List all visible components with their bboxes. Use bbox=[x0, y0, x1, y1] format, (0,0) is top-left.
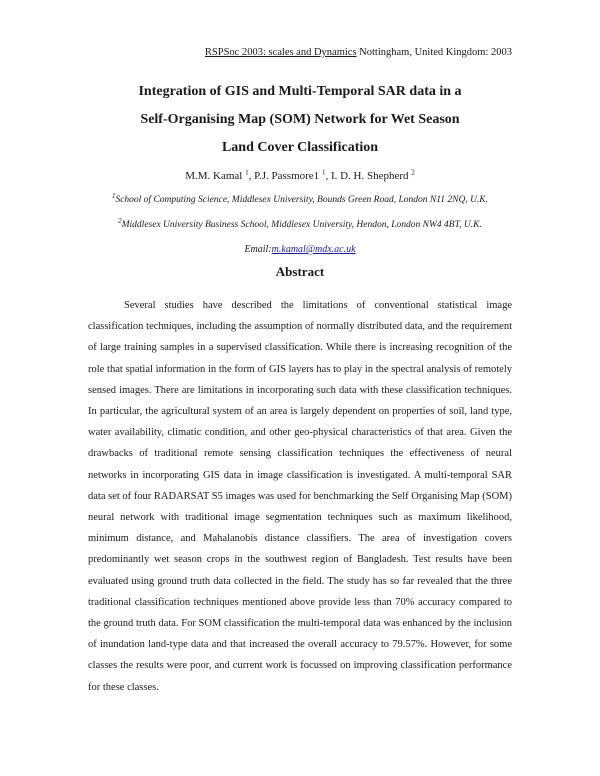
contact-email bbox=[0, 244, 600, 255]
abstract-heading: Abstract bbox=[275, 264, 325, 279]
email-link[interactable]: m.kamal@mdx.ac.uk bbox=[271, 244, 356, 255]
author-list bbox=[0, 170, 600, 182]
affiliation-1 bbox=[0, 191, 600, 205]
affiliation-1-marker: 1 bbox=[111, 191, 116, 200]
author-passmore-affil: 1 bbox=[321, 168, 326, 177]
running-header bbox=[205, 47, 512, 58]
author-shepherd-affil: 2 bbox=[411, 168, 415, 177]
title-line-3: Land Cover Classification bbox=[221, 140, 379, 155]
author-shepherd: , I. D. H. Shepherd bbox=[325, 170, 409, 182]
email-label: Email: bbox=[244, 244, 272, 255]
author-passmore: , P.J. Passmore1 bbox=[248, 170, 320, 182]
title-line-2: Self-Organising Map (SOM) Network for Wet Season bbox=[140, 112, 460, 127]
paper-title bbox=[0, 78, 600, 162]
affiliation-2-text: Middlesex University Business School, Middlesex University, Hendon, London NW4 4BT, U.K. bbox=[121, 220, 482, 230]
title-line-1: Integration of GIS and Multi-Temporal SAR data in a bbox=[138, 84, 462, 99]
affiliation-2 bbox=[0, 216, 600, 230]
affiliation-2-marker: 2 bbox=[118, 216, 122, 225]
affiliation-1-text: School of Computing Science, Middlesex University, Bounds Green Road, London N11 2NQ, U.K. bbox=[115, 195, 489, 205]
conference-name: RSPSoc 2003: scales and Dynamics bbox=[204, 47, 357, 58]
abstract-body: Several studies have described the limitations of conventional statistical image classification techniques, including the assumption of normally distributed data, and the requirement of large training samples in a supervised classification. While there is increasing recognition of the role that spatial information in the form of GIS layers has to play in the spectral analysis of remotely sensed images. There are limitations in incorporating such data with these classification techniques. In particular, the agricultural system of an area is largely dependent on properties of soil, land type, water availability, climatic condition, and other geo-physical characteristics of that area. Given the drawbacks of traditional remote sensing classification techniques the effectiveness of neural networks in incorporating GIS data in image classification is investigated. A multi-temporal SAR data set of four RADARSAT S5 images was used for benchmarking the Self Organising Map (SOM) neural network with traditional image segmentation techniques such as maximum likelihood, minimum distance, and Mahalanobis distance classifiers. The area of investigation covers predominantly wet season crops in the southwest region of Bangladesh. Test results have been evaluated using ground truth data collected in the field. The study has so far revealed that the three traditional classification techniques mentioned above provide less than 70% accuracy compared to the ground truth data. For SOM classification the multi-temporal data was enhanced by the inclusion of inundation land-type data and that increased the overall accuracy to 79.57%. However, for some classes the results were poor, and current work is focussed on improving classification performance for these classes. bbox=[88, 300, 512, 693]
author-kamal-affil: 1 bbox=[245, 168, 249, 177]
author-kamal: M.M. Kamal bbox=[185, 170, 243, 182]
conference-location: Nottingham, United Kingdom: 2003 bbox=[359, 47, 512, 58]
